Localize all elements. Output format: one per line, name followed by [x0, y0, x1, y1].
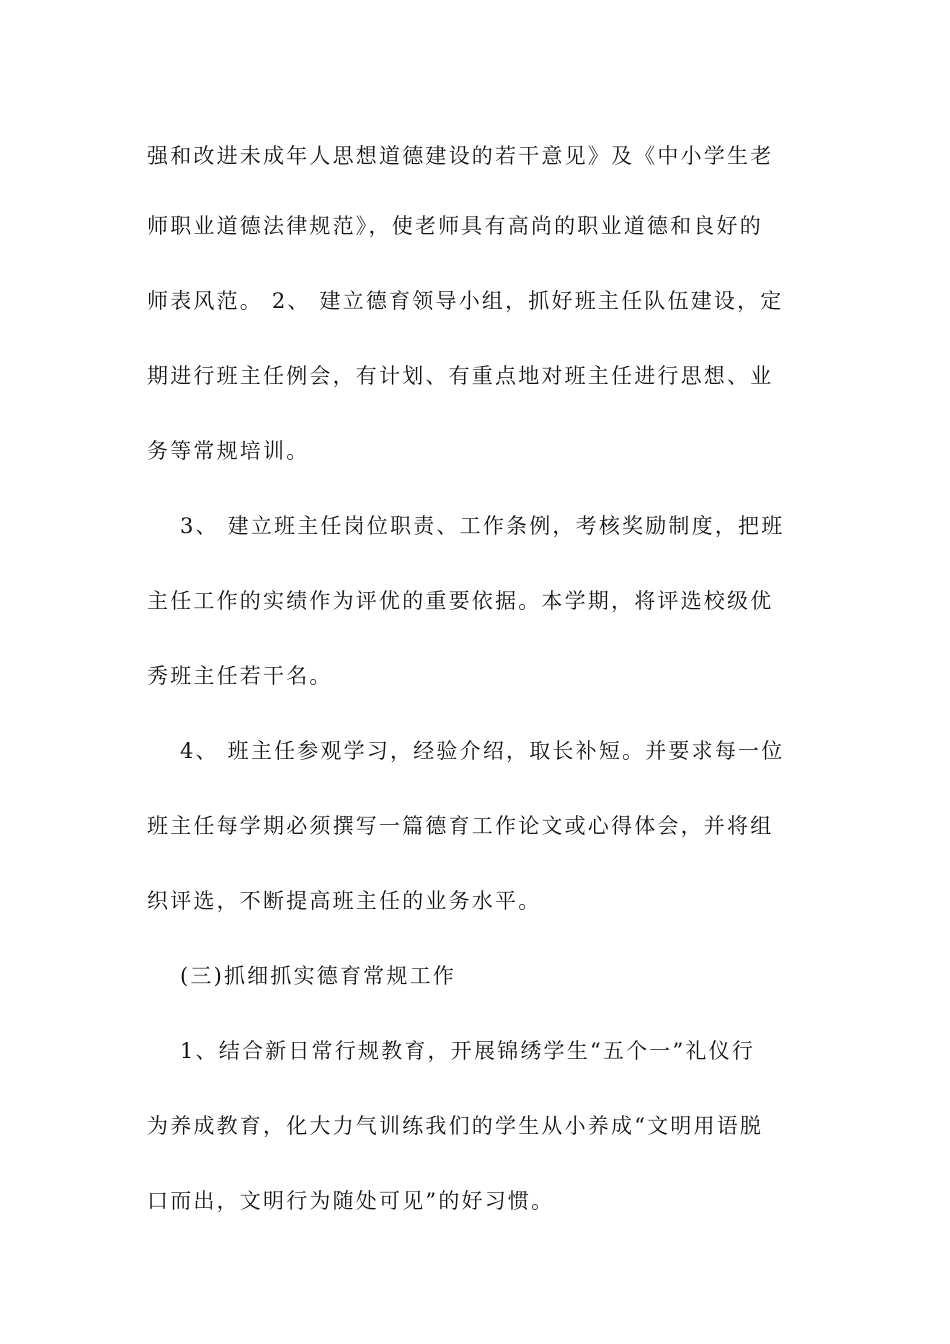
paragraph-start-line: 4、 班主任参观学习，经验介绍，取长补短。并要求每一位	[180, 739, 785, 763]
text-line: 为养成教育，化大力气训练我们的学生从小养成“文明用语脱	[147, 1114, 764, 1138]
text-line: 口而出，文明行为随处可见”的好习惯。	[147, 1189, 555, 1213]
text-line: 主任工作的实绩作为评优的重要依据。本学期，将评选校级优	[147, 589, 774, 613]
text-line: 班主任每学期必须撰写一篇德育工作论文或心得体会，并将组	[147, 814, 774, 838]
paragraph-start-line: 1、结合新日常行规教育，开展锦绣学生“五个一”礼仪行	[180, 1039, 756, 1063]
section-heading: (三)抓细抓实德育常规工作	[180, 964, 456, 988]
text-line: 师职业道德法律规范》，使老师具有高尚的职业道德和良好的	[147, 214, 763, 238]
text-line: 务等常规培训。	[147, 439, 310, 463]
text-line: 秀班主任若干名。	[147, 664, 333, 688]
text-line: 强和改进未成年人思想道德建设的若干意见》及《中小学生老	[147, 144, 774, 168]
text-line: 织评选，不断提高班主任的业务水平。	[147, 889, 542, 913]
text-line: 师表风范。 2、 建立德育领导小组，抓好班主任队伍建设，定	[147, 289, 784, 313]
text-line: 期进行班主任例会，有计划、有重点地对班主任进行思想、业	[147, 364, 774, 388]
paragraph-start-line: 3、 建立班主任岗位职责、工作条例，考核奖励制度，把班	[180, 514, 785, 538]
